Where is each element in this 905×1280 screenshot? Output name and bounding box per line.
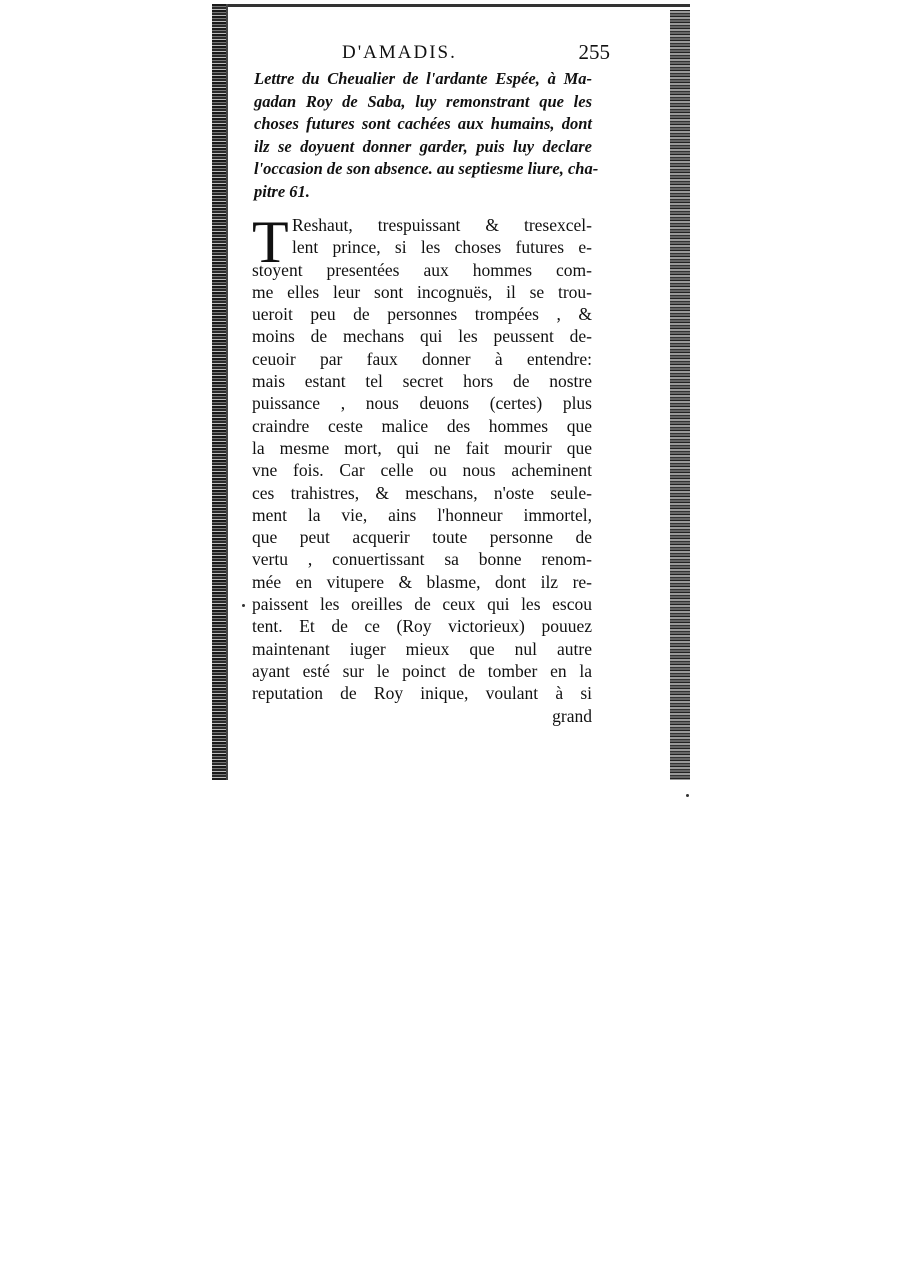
text-line: ceuoir par faux donner à entendre: [252, 348, 592, 369]
text-line: puissance , nous deuons (certes) plus [252, 393, 592, 414]
rubric-line: Lettre du Cheualier de l'ardante Espée, à Ma- [254, 69, 592, 88]
text-line: vertu , conuertissant sa bonne renom- [252, 549, 592, 570]
page-edge-right [670, 10, 690, 780]
text-line: lent prince, si les choses futures e- [292, 237, 592, 258]
text-line: que peut acquerir toute personne de [252, 527, 592, 548]
text-line: tent. Et de ce (Roy victorieux) pouuez [252, 616, 592, 637]
text-line: craindre ceste malice des hommes que [252, 415, 592, 436]
text-line: maintenant iuger mieux que nul autre [252, 638, 592, 659]
text-line: moins de mechans qui les peussent de- [252, 326, 592, 347]
rubric-line: pitre 61. [254, 181, 310, 201]
body-text [252, 209, 592, 727]
text-line: ces trahistres, & meschans, n'oste seule- [252, 482, 592, 503]
text-line: paissent les oreilles de ceux qui les escou [252, 594, 592, 615]
catchword: grand [552, 705, 592, 726]
rubric-line: choses futures sont cachées aux humains, dont [254, 114, 592, 133]
text-line: vne fois. Car celle ou nous acheminent [252, 460, 592, 481]
text-line: mais estant tel secret hors de nostre [252, 371, 592, 392]
page-header [342, 40, 610, 68]
text-line: ment la vie, ains l'honneur immortel, [252, 504, 592, 525]
text-line: stoyent presentées aux hommes com- [252, 259, 592, 280]
scanned-page [212, 4, 690, 780]
text-line: reputation de Roy inique, voulant à si [252, 683, 592, 704]
text-line: me elles leur sont incognuës, il se trou- [252, 281, 592, 302]
rubric-line: gadan Roy de Saba, luy remonstrant que les [254, 91, 592, 111]
chapter-rubric [254, 68, 599, 203]
rubric-line: ilz se doyuent donner garder, puis luy declare [254, 136, 592, 156]
ink-speck [686, 794, 689, 797]
page-top-edge [212, 4, 690, 7]
text-line: mée en vitupere & blasme, dont ilz re- [252, 571, 592, 592]
text-line: la mesme mort, qui ne fait mourir que [252, 437, 592, 458]
page-number: 255 [578, 40, 610, 64]
gutter-shadow-left [212, 4, 226, 780]
running-title: D'AMADIS. [342, 42, 457, 63]
text-line: ueroit peu de personnes trompées , & [252, 304, 592, 325]
drop-cap: T [252, 209, 289, 275]
ink-speck [242, 604, 245, 607]
text-line: ayant esté sur le poinct de tomber en la [252, 660, 592, 681]
text-line: Reshaut, trespuissant & tresexcel- [292, 215, 592, 235]
rubric-line: l'occasion de son absence. au septiesme liure, cha- [254, 159, 599, 178]
